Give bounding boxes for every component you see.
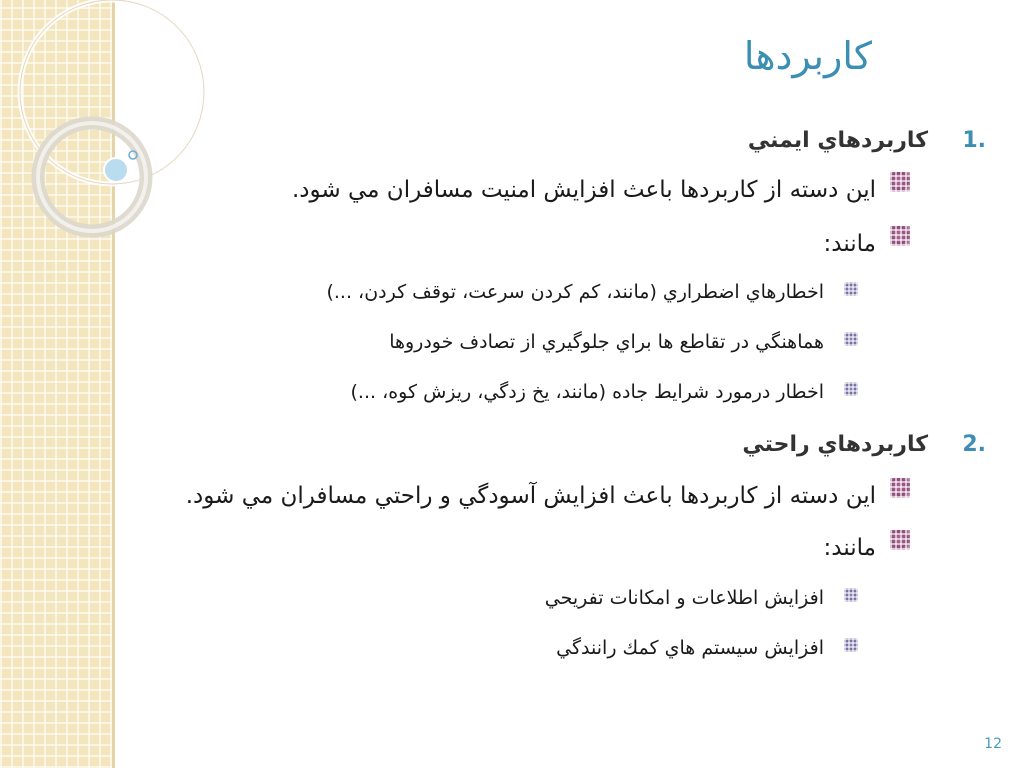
- section-2-sub-2-text: افزايش سيستم هاي كمك رانندگي: [556, 637, 824, 659]
- section-2-sub-2: [58, 632, 824, 664]
- section-1-point-1-text: اين دسته از كاربردها باعث افزايش امنيت مسافران مي شود.: [291, 177, 876, 203]
- section-2-heading: كاربردهاي راحتي: [742, 432, 928, 457]
- small-square-bullet-icon: [844, 382, 858, 396]
- section-1-point-1: [58, 168, 876, 212]
- section-1-number: 1.: [962, 128, 986, 153]
- square-bullet-icon: [890, 226, 910, 246]
- square-bullet-icon: [890, 530, 910, 550]
- slide-title: کاربردها: [743, 34, 872, 78]
- section-1-sub-2-text: هماهنگي در تقاطع ها براي جلوگيري از تصادف خودروها: [389, 331, 824, 353]
- section-2-point-1-text: اين دسته از كاربردها باعث افزايش آسودگي و راحتي مسافران مي شود.: [185, 483, 876, 509]
- section-1-heading: كاربردهاي ايمني: [747, 128, 928, 153]
- section-1-point-2-text: مانند:: [823, 231, 876, 257]
- page-number: 12: [984, 736, 1002, 752]
- small-square-bullet-icon: [844, 638, 858, 652]
- small-square-bullet-icon: [844, 332, 858, 346]
- section-1-heading-row: [58, 120, 986, 162]
- section-2-point-2: [58, 526, 876, 570]
- section-1-point-2: [58, 222, 876, 266]
- section-1-sub-3-text: اخطار درمورد شرايط جاده (مانند، يخ زدگي، ريزش كوه، ...): [350, 381, 824, 403]
- section-2-point-2-text: مانند:: [823, 535, 876, 561]
- small-square-bullet-icon: [844, 588, 858, 602]
- section-1-sub-1-text: اخطارهاي اضطراري (مانند، كم كردن سرعت، توقف كردن، ...): [326, 281, 824, 303]
- section-2-sub-1-text: افزايش اطلاعات و امكانات تفريحي: [544, 587, 824, 609]
- section-2-heading-row: [58, 424, 986, 466]
- section-2-point-1: [58, 474, 876, 518]
- small-square-bullet-icon: [844, 282, 858, 296]
- square-bullet-icon: [890, 478, 910, 498]
- section-1-sub-2: [58, 326, 824, 358]
- slide-content: [58, 120, 986, 664]
- section-2-sub-1: [58, 582, 824, 614]
- section-1-sub-1: [58, 276, 824, 308]
- section-1-sub-3: [58, 376, 824, 408]
- section-2-number: 2.: [962, 432, 986, 457]
- square-bullet-icon: [890, 172, 910, 192]
